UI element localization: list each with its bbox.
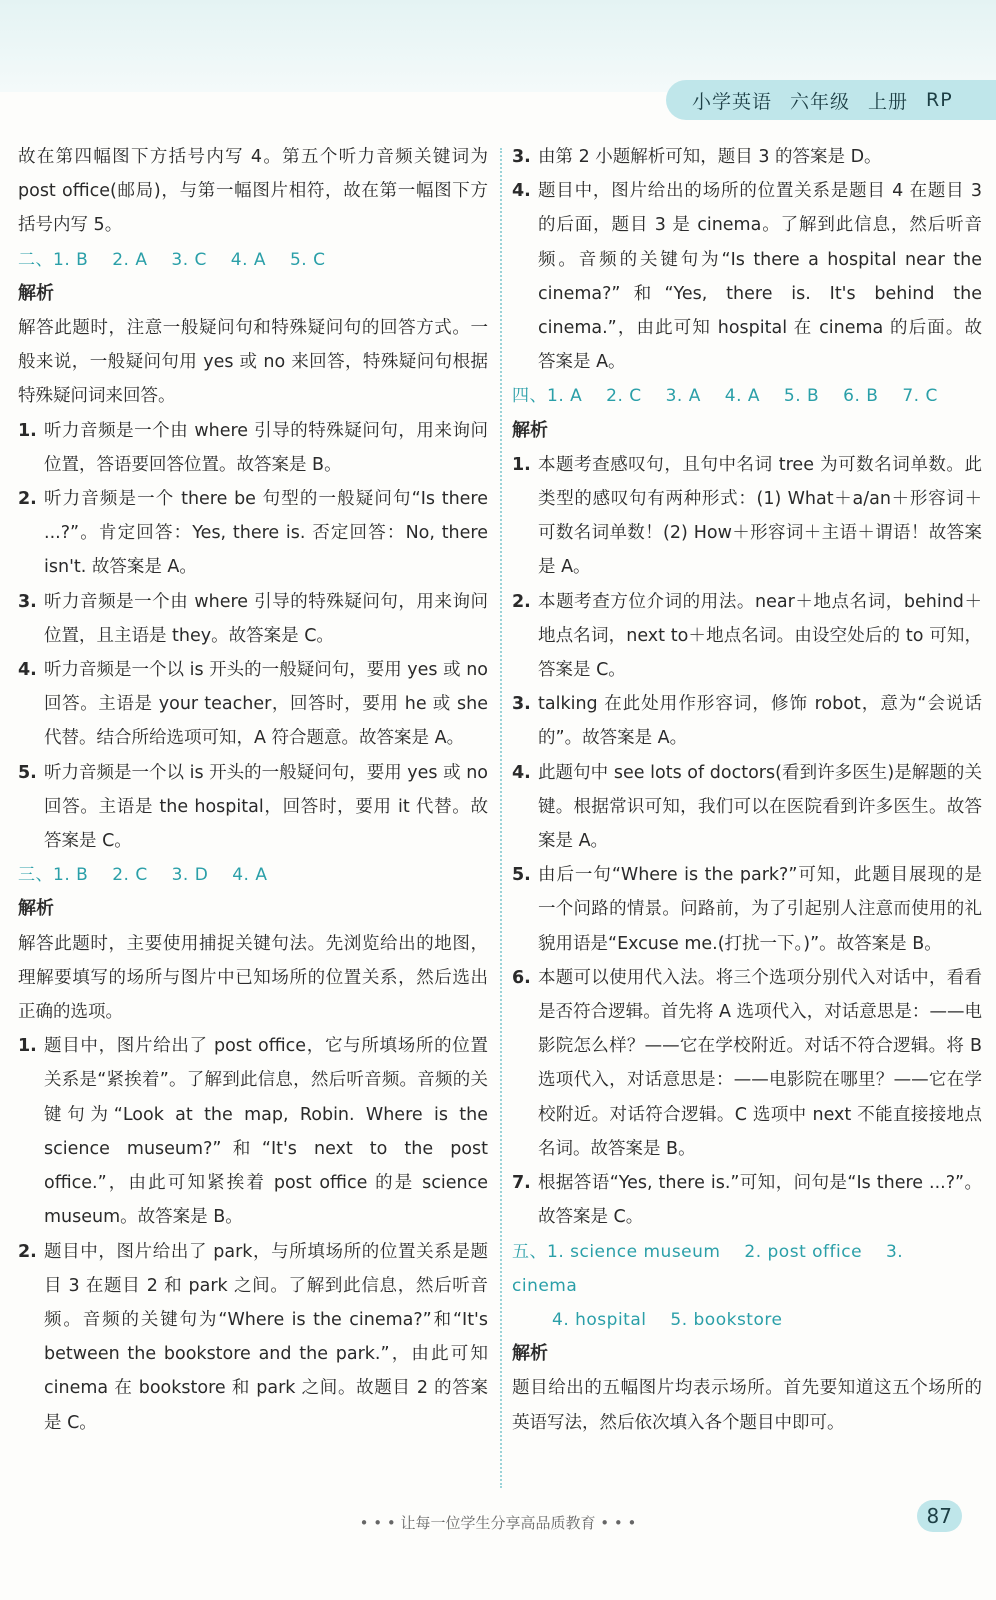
list-item xyxy=(512,756,982,859)
item-text: 由第 2 小题解析可知，题目 3 的答案是 D。 xyxy=(538,147,882,167)
list-item xyxy=(512,140,982,174)
left-column xyxy=(18,140,488,1440)
analysis-text: 解答此题时，注意一般疑问句和特殊疑问句的回答方式。一般来说，一般疑问句用 yes 或 no 来回答，特殊疑问句根据特殊疑问词来回答。 xyxy=(18,318,488,407)
item-text: 听力音频是一个以 is 开头的一般疑问句，要用 yes 或 no 回答。主语是 your teacher，回答时，要用 he 或 she 代替。结合所给选项可知，A 符合题意。故答案是 A。 xyxy=(44,660,488,749)
answer: 3. C xyxy=(171,249,207,270)
list-item xyxy=(512,687,982,755)
list-item xyxy=(18,414,488,482)
answer: 4. A xyxy=(724,386,761,407)
list-item xyxy=(18,756,488,859)
answer: 4. A xyxy=(230,249,267,270)
item-number: 5. xyxy=(512,865,531,886)
list-item xyxy=(18,653,488,756)
item-number: 4. xyxy=(512,181,531,202)
answer: 2. C xyxy=(112,865,148,886)
top-band xyxy=(0,0,996,92)
list-item xyxy=(18,1235,488,1440)
list-item xyxy=(512,174,982,379)
footer-slogan: • • • 让每一位学生分享高品质教育 • • • xyxy=(359,1514,637,1532)
analysis-label: 解析 xyxy=(512,419,548,441)
analysis-label: 解析 xyxy=(18,282,54,304)
header-edition: RP xyxy=(926,89,953,111)
answer: 5. bookstore xyxy=(670,1309,783,1330)
item-text: 本题考查方位介词的用法。near＋地点名词，behind＋地点名词，next to＋地点名词。由设空处后的 to 可知，答案是 C。 xyxy=(538,591,982,681)
item-number: 2. xyxy=(18,489,37,510)
header-subject: 小学英语 xyxy=(692,90,773,113)
list-item xyxy=(18,482,488,585)
column-divider xyxy=(500,148,502,1488)
section-3-answers xyxy=(18,858,488,892)
item-text: 听力音频是一个 there be 句型的一般疑问句“Is there ...?”。肯定回答：Yes, there is. 否定回答：No, there isn't. 故答案是 A。 xyxy=(44,489,488,578)
answer: 3. cinema xyxy=(512,1241,904,1296)
analysis-label: 解析 xyxy=(18,898,54,920)
item-text: 听力音频是一个由 where 引导的特殊疑问句，用来询问位置，答语要回答位置。故答案是 B。 xyxy=(44,420,488,475)
answer: 7. C xyxy=(902,386,938,407)
answer: 2. C xyxy=(606,386,642,407)
answer: 4. hospital xyxy=(552,1309,647,1330)
item-number: 4. xyxy=(18,660,37,681)
answer: 四、1. A xyxy=(512,386,583,407)
analysis-text: 解答此题时，主要使用捕捉关键句法。先浏览给出的地图，理解要填写的场所与图片中已知场所的位置关系，然后选出正确的选项。 xyxy=(18,933,488,1023)
list-item xyxy=(512,858,982,961)
page-number: 87 xyxy=(917,1500,962,1532)
analysis-text: 题目给出的五幅图片均表示场所。首先要知道这五个场所的英语写法，然后依次填入各个题目中即可。 xyxy=(512,1378,982,1433)
item-number: 2. xyxy=(18,1241,37,1262)
item-number: 5. xyxy=(18,762,37,783)
item-text: 本题可以使用代入法。将三个选项分别代入对话中，看看是否符合逻辑。首先将 A 选项代入，对话意思是：——电影院怎么样？——它在学校附近。对话不符合逻辑。将 B 选项代入，对话意思是：——电影院在哪里？——它在学校附近。对话符合逻辑。C 选项中 next 不能直接接地点名词。故答案是 B。 xyxy=(538,967,982,1159)
section-5-answers xyxy=(512,1235,982,1303)
list-item xyxy=(512,961,982,1166)
section-2-answers xyxy=(18,243,488,277)
intro-paragraph: 故在第四幅图下方括号内写 4。第五个听力音频关键词为 post office(邮局)，与第一幅图片相符，故在第一幅图下方括号内写 5。 xyxy=(18,147,488,236)
item-number: 3. xyxy=(512,694,531,715)
item-text: 听力音频是一个由 where 引导的特殊疑问句，用来询问位置，且主语是 they。故答案是 C。 xyxy=(44,591,488,646)
answer: 4. A xyxy=(232,865,268,886)
item-number: 3. xyxy=(18,591,37,612)
answer: 3. D xyxy=(171,865,209,886)
answer: 二、1. B xyxy=(18,249,89,270)
item-number: 7. xyxy=(512,1173,531,1194)
list-item xyxy=(512,585,982,688)
item-text: 根据答语“Yes, there is.”可知，问句是“Is there ...?”。故答案是 C。 xyxy=(538,1173,982,1228)
list-item xyxy=(512,448,982,585)
section-4-answers xyxy=(512,379,982,413)
analysis-label: 解析 xyxy=(512,1343,548,1365)
answer: 5. B xyxy=(783,386,820,407)
answer: 2. post office xyxy=(744,1241,863,1262)
answer: 三、1. B xyxy=(18,865,89,886)
list-item xyxy=(18,1029,488,1234)
item-number: 1. xyxy=(18,1036,37,1057)
header-tab xyxy=(666,80,996,120)
section-5-answers-row2 xyxy=(512,1303,982,1337)
answer: 5. C xyxy=(289,249,326,270)
item-number: 3. xyxy=(512,147,531,167)
item-text: 本题考查感叹句，且句中名词 tree 为可数名词单数。此类型的感叹句有两种形式：(1) What＋a/an＋形容词＋可数名词单数！(2) How＋形容词＋主语＋谓语！故答案是 A。 xyxy=(538,454,982,578)
item-number: 1. xyxy=(512,454,531,475)
header-volume: 上册 xyxy=(868,90,909,113)
item-text: 此题句中 see lots of doctors(看到许多医生)是解题的关键。根据常识可知，我们可以在医院看到许多医生。故答案是 A。 xyxy=(538,762,982,852)
item-text: 题目中，图片给出了 park，与所填场所的位置关系是题目 3 在题目 2 和 park 之间。了解到此信息，然后听音频。音频的关键句为“Where is the cinema?”和“It's between the bookstore and the park.”，由此可知 cinema 在 bookstore 和 park 之间。故题目 2 的答案是 C。 xyxy=(44,1241,488,1433)
right-column xyxy=(512,140,982,1440)
answer: 五、1. science museum xyxy=(512,1241,721,1262)
item-text: 听力音频是一个以 is 开头的一般疑问句，要用 yes 或 no 回答。主语是 the hospital，回答时，要用 it 代替。故答案是 C。 xyxy=(44,762,488,852)
item-text: 题目中，图片给出了 post office，它与所填场所的位置关系是“紧挨着”。了解到此信息，然后听音频。音频的关键句为“Look at the map, Robin. Where is the science museum?”和“It's next to the post office.”，由此可知紧挨着 post office 的是 science museum。故答案是 B。 xyxy=(44,1036,488,1228)
item-text: 题目中，图片给出的场所的位置关系是题目 4 在题目 3 的后面，题目 3 是 cinema。了解到此信息，然后听音频。音频的关键句为“Is there a hospital near the cinema?”和“Yes, there is. It's behind the cinema.”，由此可知 hospital 在 cinema 的后面。故答案是 A。 xyxy=(538,181,982,373)
item-text: 由后一句“Where is the park?”可知，此题目展现的是一个问路的情景。问路前，为了引起别人注意而使用的礼貌用语是“Excuse me.(打扰一下。)”。故答案是 B。 xyxy=(538,865,982,954)
list-item xyxy=(512,1166,982,1234)
answer: 2. A xyxy=(112,249,148,270)
list-item xyxy=(18,585,488,653)
item-number: 2. xyxy=(512,591,531,612)
item-number: 4. xyxy=(512,762,531,783)
header-grade: 六年级 xyxy=(790,90,851,113)
item-number: 6. xyxy=(512,967,531,988)
item-text: talking 在此处用作形容词，修饰 robot，意为“会说话的”。故答案是 A。 xyxy=(538,694,982,749)
answer: 3. A xyxy=(665,386,701,407)
item-number: 1. xyxy=(18,420,37,441)
answer: 6. B xyxy=(843,386,879,407)
